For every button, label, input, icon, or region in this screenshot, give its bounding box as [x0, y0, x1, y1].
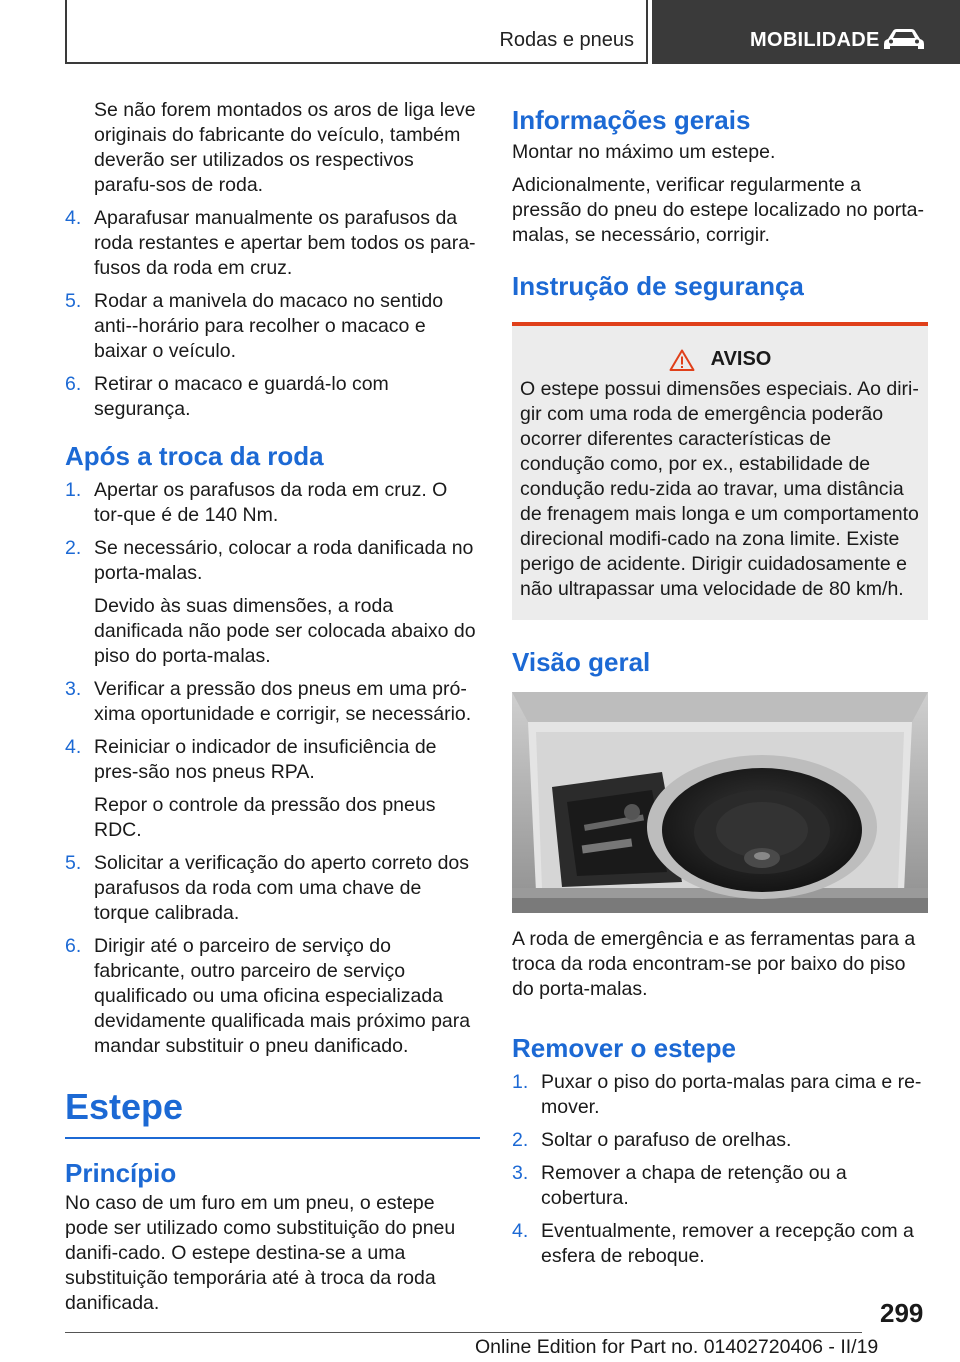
left-column — [65, 98, 480, 1316]
steps-wheel-change-end — [65, 206, 480, 422]
step-text: Reiniciar o indicador de insuficiência de pres-são nos pneus RPA. — [94, 736, 437, 783]
spare-wheel-photo — [512, 692, 928, 913]
list-item — [65, 206, 480, 281]
step-text: Apertar os parafusos da roda em cruz. O tor-que é de 140 Nm. — [94, 479, 448, 526]
step-text: Se necessário, colocar a roda danificada no porta-malas. — [94, 537, 474, 584]
step-number: 1. — [65, 479, 82, 501]
step-text: Soltar o parafuso de orelhas. — [541, 1129, 792, 1151]
list-item — [65, 851, 480, 926]
right-column — [512, 104, 928, 1277]
chapter-badge — [652, 0, 960, 64]
header-section-box — [65, 0, 648, 64]
step-text: Retirar o macaco e guardá-lo com segurança. — [94, 373, 389, 420]
step-3-continuation: Se não forem montados os aros de liga leve originais do fabricante do veículo, também deverão ser utilizados os respectivos parafu-sos de roda. — [94, 99, 476, 196]
step-text: Puxar o piso do porta-malas para cima e re-mover. — [541, 1071, 922, 1118]
step-number: 1. — [512, 1071, 529, 1093]
list-item — [65, 536, 480, 669]
step-number: 6. — [65, 935, 82, 957]
heading-overview: Visão geral — [512, 647, 651, 677]
general-info-p1: Montar no máximo um estepe. — [512, 141, 776, 163]
section-title: Rodas e pneus — [499, 29, 634, 51]
step-note: Devido às suas dimensões, a roda danificada não pode ser colocada abaixo do piso do porta-malas. — [94, 595, 476, 667]
warning-label: AVISO — [710, 348, 772, 370]
heading-general-info: Informações gerais — [512, 105, 751, 135]
warning-header — [520, 348, 920, 371]
list-item — [65, 677, 480, 727]
principio-text: No caso de um furo em um pneu, o estepe pode ser utilizado como substituição do pneu danifi-cado. O estepe destina-se a uma substituição temporária até à troca da roda danificada. — [65, 1192, 456, 1314]
list-item — [65, 478, 480, 528]
list-item — [65, 289, 480, 364]
list-item — [512, 1128, 928, 1153]
list-item — [512, 1070, 928, 1120]
step-number: 5. — [65, 852, 82, 874]
list-item — [65, 934, 480, 1059]
step-text: Rodar a manivela do macaco no sentido anti--horário para recolher o macaco e baixar o veículo. — [94, 290, 444, 362]
step-number: 2. — [65, 537, 82, 559]
steps-after-wheel-change — [65, 478, 480, 1059]
step-text: Dirigir até o parceiro de serviço do fabricante, outro parceiro de serviço qualificado ou uma oficina especializada devidamente qualificada mais próximo para mandar substituir o pneu danificado. — [94, 935, 471, 1057]
step-number: 6. — [65, 373, 82, 395]
warning-box — [512, 322, 928, 620]
heading-safety: Instrução de segurança — [512, 271, 804, 301]
steps-remove-spare — [512, 1070, 928, 1269]
step-number: 4. — [512, 1220, 529, 1242]
warning-triangle-icon — [669, 349, 695, 371]
page-number: 299 — [880, 1298, 924, 1328]
chapter-title: MOBILIDADE — [750, 29, 880, 51]
step-number: 4. — [65, 736, 82, 758]
list-item — [65, 735, 480, 843]
step-note: Repor o controle da pressão dos pneus RDC. — [94, 794, 436, 841]
heading-rule — [65, 1137, 480, 1139]
step-number: 3. — [512, 1162, 529, 1184]
list-item — [65, 372, 480, 422]
heading-after-wheel-change: Após a troca da roda — [65, 441, 324, 471]
heading-remove-spare: Remover o estepe — [512, 1033, 736, 1063]
step-number: 2. — [512, 1129, 529, 1151]
step-number: 5. — [65, 290, 82, 312]
list-item — [512, 1161, 928, 1211]
step-text: Eventualmente, remover a recepção com a esfera de reboque. — [541, 1220, 914, 1267]
general-info-p2: Adicionalmente, verificar regularmente a pressão do pneu do estepe localizado no porta-malas, se necessário, corrigir. — [512, 174, 924, 246]
heading-principio: Princípio — [65, 1158, 177, 1188]
list-item — [512, 1219, 928, 1269]
footer-edition: Online Edition for Part no. 01402720406 - II/19 — [475, 1336, 879, 1358]
step-text: Aparafusar manualmente os parafusos da roda restantes e apertar bem todos os para-fusos da roda em cruz. — [94, 207, 476, 279]
step-text: Solicitar a verificação do aperto correto dos parafusos da roda com uma chave de torque calibrada. — [94, 852, 470, 924]
car-icon — [882, 27, 926, 53]
warning-text: O estepe possui dimensões especiais. Ao diri-gir com uma roda de emergência poderão ocorrer diferentes características de condução como, por ex., estabilidade de condução redu-zida ao travar, uma distância de frenagem mais longa e um comportamento direcional modifi-cado na zona limite. Existe perigo de acidente. Dirigir cuidadosamente e não ultrapassar uma velocidade de 80 km/h. — [520, 378, 919, 600]
photo-caption: A roda de emergência e as ferramentas para a troca da roda encontram-se por baixo do piso do porta-malas. — [512, 928, 916, 1000]
step-number: 4. — [65, 207, 82, 229]
step-text: Remover a chapa de retenção ou a cobertura. — [541, 1162, 847, 1209]
step-text: Verificar a pressão dos pneus em uma pró-xima oportunidade e corrigir, se necessário. — [94, 678, 472, 725]
heading-estepe: Estepe — [65, 1086, 184, 1127]
footer-rule — [65, 1332, 862, 1333]
step-number: 3. — [65, 678, 82, 700]
